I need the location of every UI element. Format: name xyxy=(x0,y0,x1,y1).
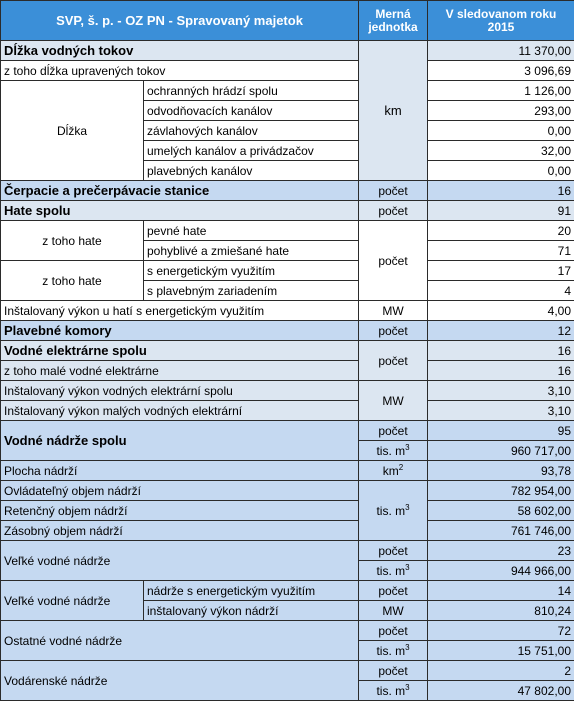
value-retention-volume: 58 602,00 xyxy=(428,501,574,521)
value-pumping-stations: 16 xyxy=(428,181,574,201)
value-water-supply-count: 2 xyxy=(428,661,574,681)
unit-count: počet xyxy=(359,581,428,601)
group-label-weirs: z toho hate xyxy=(1,261,144,301)
value-weirs-total: 91 xyxy=(428,201,574,221)
unit-count: počet xyxy=(359,201,428,221)
value-fixed-weirs: 20 xyxy=(428,221,574,241)
unit-mw: MW xyxy=(359,301,428,321)
row-label-pumping-stations: Čerpacie a prečerpávacie stanice xyxy=(1,181,359,201)
row-label-river-length: Dĺžka vodných tokov xyxy=(1,41,359,61)
row-label-hydro-power: Inštalovaný výkon vodných elektrární spolu xyxy=(1,381,359,401)
table-title: SVP, š. p. - OZ PN - Spravovaný majetok xyxy=(1,1,359,41)
row-label-reservoir-power: inštalovaný výkon nádrží xyxy=(144,601,359,621)
unit-volume: tis. $m^3$ xyxy=(359,441,428,461)
row-label-reservoirs-total: Vodné nádrže spolu xyxy=(1,421,359,461)
year-column-header: V sledovanom roku 2015 xyxy=(428,1,574,41)
value-reservoir-area: 93,78 xyxy=(428,461,574,481)
value-hydro-power: 3,10 xyxy=(428,381,574,401)
row-label-reservoir-area: Plocha nádrží xyxy=(1,461,359,481)
row-label-navigation-weirs: s plavebným zariadením xyxy=(144,281,359,301)
value-navigation-canals: 0,00 xyxy=(428,161,574,181)
value-large-reservoirs-volume: 944 966,00 xyxy=(428,561,574,581)
unit-volume: tis. $m^3$ xyxy=(359,681,428,701)
row-label-small-hydro: z toho malé vodné elektrárne xyxy=(1,361,359,381)
row-label-energy-reservoirs: nádrže s energetickým využitím xyxy=(144,581,359,601)
value-locks: 12 xyxy=(428,321,574,341)
row-label-water-supply-reservoirs: Vodárenské nádrže xyxy=(1,661,359,701)
unit-count: počet xyxy=(359,541,428,561)
value-reservoir-power: 810,24 xyxy=(428,601,574,621)
unit-count: počet xyxy=(359,661,428,681)
row-label-irrigation-canals: závlahových kanálov xyxy=(144,121,359,141)
unit-mw: MW xyxy=(359,381,428,421)
unit-km: km xyxy=(359,41,428,181)
unit-count: počet xyxy=(359,421,428,441)
unit-count: počet xyxy=(359,181,428,201)
value-artificial-canals: 32,00 xyxy=(428,141,574,161)
row-label-energy-weirs: s energetickým využitím xyxy=(144,261,359,281)
row-label-drainage-canals: odvodňovacích kanálov xyxy=(144,101,359,121)
row-label-levees: ochranných hrádzí spolu xyxy=(144,81,359,101)
row-label-weirs-total: Hate spolu xyxy=(1,201,359,221)
value-hydro-plants: 16 xyxy=(428,341,574,361)
value-levees: 1 126,00 xyxy=(428,81,574,101)
value-storage-volume: 761 746,00 xyxy=(428,521,574,541)
value-river-length: 11 370,00 xyxy=(428,41,574,61)
unit-count: počet xyxy=(359,321,428,341)
value-weir-power: 4,00 xyxy=(428,301,574,321)
row-label-hydro-plants: Vodné elektrárne spolu xyxy=(1,341,359,361)
unit-count: počet xyxy=(359,621,428,641)
row-label-locks: Plavebné komory xyxy=(1,321,359,341)
value-movable-weirs: 71 xyxy=(428,241,574,261)
unit-area: $km^2$ xyxy=(359,461,428,481)
value-irrigation-canals: 0,00 xyxy=(428,121,574,141)
row-label-other-reservoirs: Ostatné vodné nádrže xyxy=(1,621,359,661)
value-water-supply-volume: 47 802,00 xyxy=(428,681,574,701)
value-other-reservoirs-volume: 15 751,00 xyxy=(428,641,574,661)
row-label-large-reservoirs-energy: Veľké vodné nádrže xyxy=(1,581,144,621)
value-small-hydro: 16 xyxy=(428,361,574,381)
row-label-retention-volume: Retenčný objem nádrží xyxy=(1,501,359,521)
value-small-hydro-power: 3,10 xyxy=(428,401,574,421)
value-large-reservoirs-count: 23 xyxy=(428,541,574,561)
row-label-navigation-canals: plavebných kanálov xyxy=(144,161,359,181)
unit-volume: tis. $m^3$ xyxy=(359,641,428,661)
value-navigation-weirs: 4 xyxy=(428,281,574,301)
unit-count: počet xyxy=(359,341,428,381)
row-label-weir-power: Inštalovaný výkon u hatí s energetickým využitím xyxy=(1,301,359,321)
unit-column-header: Merná jednotka xyxy=(359,1,428,41)
row-label-large-reservoirs: Veľké vodné nádrže xyxy=(1,541,359,581)
value-controllable-volume: 782 954,00 xyxy=(428,481,574,501)
row-label-artificial-canals: umelých kanálov a privádzačov xyxy=(144,141,359,161)
value-drainage-canals: 293,00 xyxy=(428,101,574,121)
row-label-movable-weirs: pohyblivé a zmiešané hate xyxy=(144,241,359,261)
value-regulated-length: 3 096,69 xyxy=(428,61,574,81)
row-label-storage-volume: Zásobný objem nádrží xyxy=(1,521,359,541)
unit-volume: tis. $m^3$ xyxy=(359,481,428,541)
group-label-length: Dĺžka xyxy=(1,81,144,181)
unit-mw: MW xyxy=(359,601,428,621)
value-reservoirs-volume: 960 717,00 xyxy=(428,441,574,461)
value-energy-reservoirs: 14 xyxy=(428,581,574,601)
row-label-regulated-length: z toho dĺžka upravených tokov xyxy=(1,61,359,81)
value-energy-weirs: 17 xyxy=(428,261,574,281)
row-label-small-hydro-power: Inštalovaný výkon malých vodných elektrární xyxy=(1,401,359,421)
row-label-fixed-weirs: pevné hate xyxy=(144,221,359,241)
value-other-reservoirs-count: 72 xyxy=(428,621,574,641)
unit-count: počet xyxy=(359,221,428,301)
row-label-controllable-volume: Ovládateľný objem nádrží xyxy=(1,481,359,501)
value-reservoirs-count: 95 xyxy=(428,421,574,441)
unit-volume: tis. $m^3$ xyxy=(359,561,428,581)
group-label-weirs: z toho hate xyxy=(1,221,144,261)
